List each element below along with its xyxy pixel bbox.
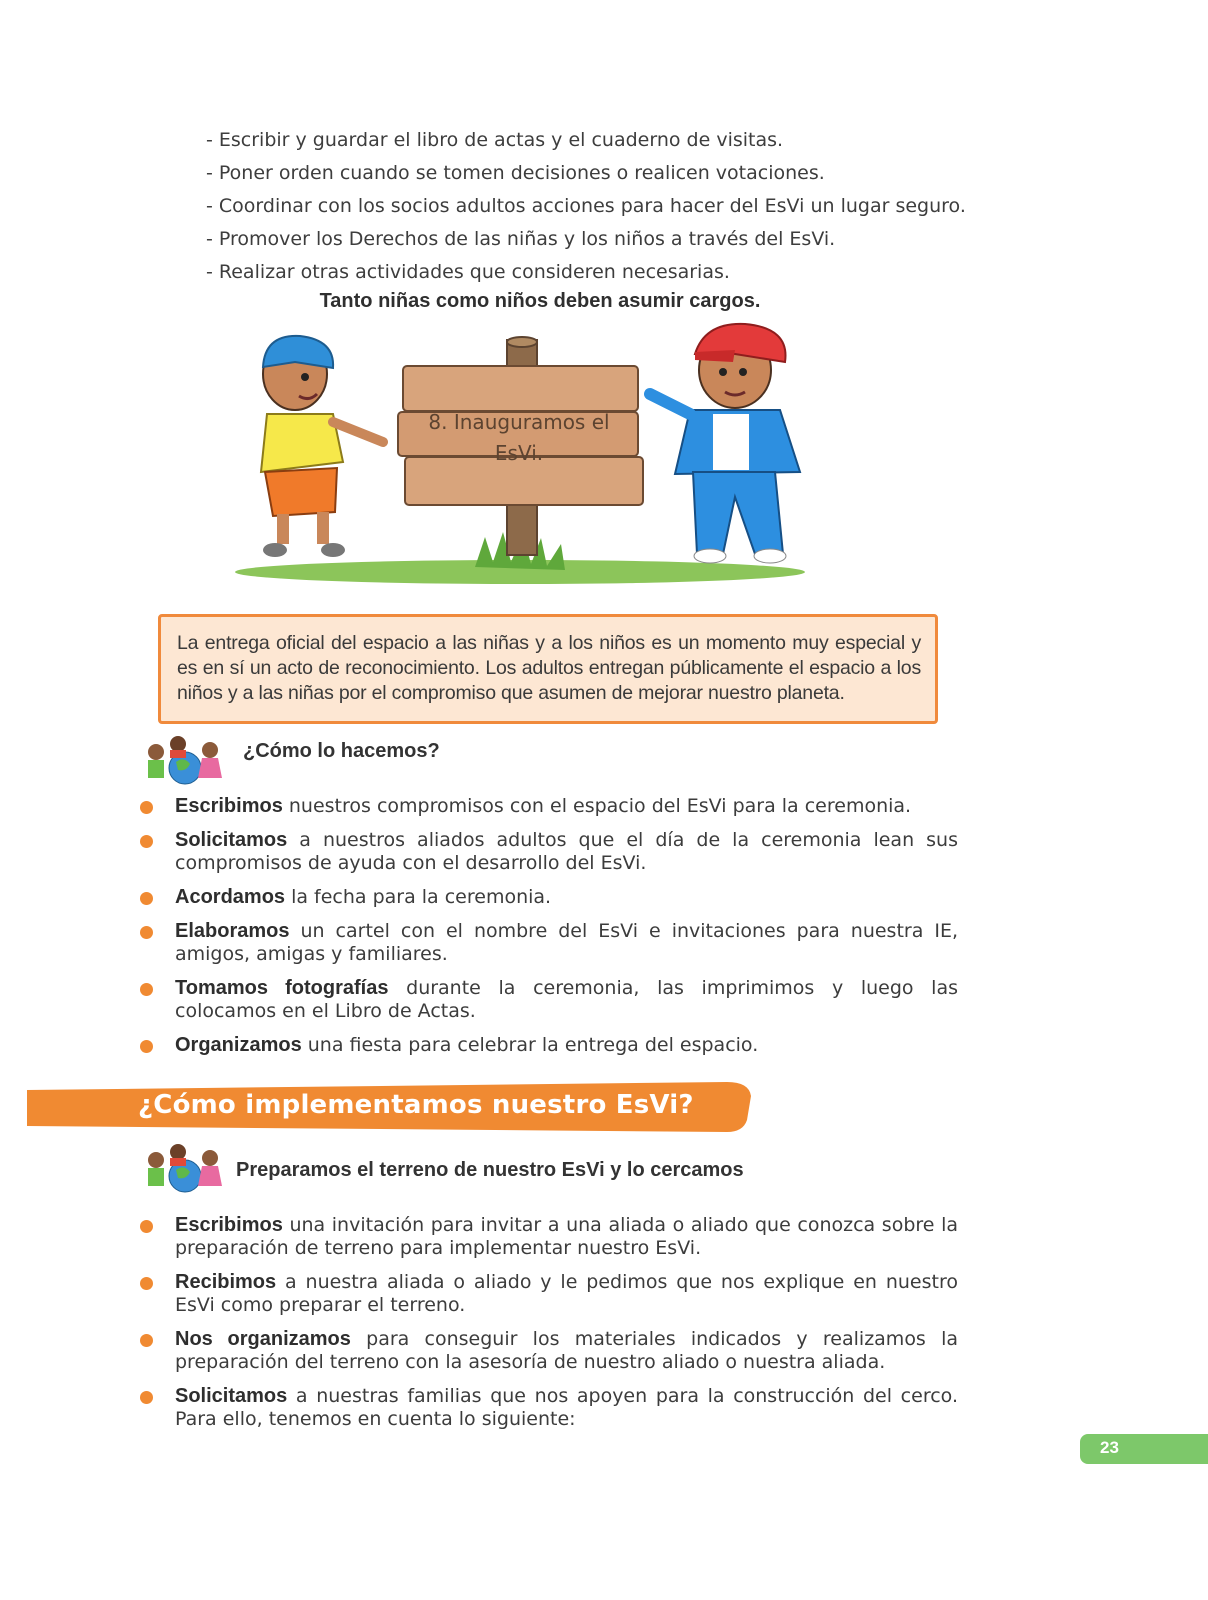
item-text: a nuestra aliada o aliado y le pedimos que nos explique en nuestro EsVi como preparar el terreno.: [175, 1271, 958, 1316]
item-text: una invitación para invitar a una aliada o aliado que conozca sobre la preparación de terreno para implementar nuestro EsVi.: [175, 1214, 958, 1259]
boy-blue-cap-figure: [261, 336, 383, 557]
sign-text: [415, 407, 623, 469]
bullet-dot: [140, 1277, 153, 1290]
bullet-dot: [140, 926, 153, 939]
item-bold: Elaboramos: [175, 920, 290, 942]
children-globe-icon: [138, 1142, 228, 1198]
list-item: [140, 1214, 958, 1260]
list-item: [140, 1271, 958, 1317]
item-text: durante la ceremonia, las imprimimos y luego las colocamos en el Libro de Actas.: [175, 977, 959, 1022]
bullet-dot: [140, 892, 153, 905]
bullet-dot: [140, 983, 153, 996]
item-bold: Nos organizamos: [175, 1328, 351, 1350]
item-text: a nuestros aliados adultos que el día de la ceremonia lean sus compromisos de ayuda con el desarrollo del EsVi.: [175, 829, 958, 874]
children-globe-icon: [138, 734, 228, 790]
item-bold: Organizamos: [175, 1034, 302, 1056]
list-item: [140, 920, 958, 966]
bullet-dot: [140, 1040, 153, 1053]
bullet-dot: [140, 1220, 153, 1233]
list-item: [140, 886, 958, 909]
how-heading: ¿Cómo lo hacemos?: [243, 740, 440, 762]
page-number: 23: [1100, 1438, 1119, 1457]
item-text: nuestros compromisos con el espacio del EsVi para la ceremonia.: [282, 795, 912, 817]
how-list: [140, 795, 958, 1068]
bullet-dot: [140, 801, 153, 814]
sign-line-1: 8. Inauguramos el: [428, 410, 610, 434]
item-bold: Tomamos fotografías: [175, 977, 389, 999]
list-item: - Coordinar con los socios adultos acciones para hacer del EsVi un lugar seguro.: [206, 195, 966, 217]
sign-line-2: EsVi.: [494, 441, 544, 465]
item-text: para conseguir los materiales indicados y realizamos la preparación del terreno con la asesoría de nuestro aliado o nuestra aliada.: [175, 1328, 958, 1373]
list-item: [140, 1385, 958, 1431]
bullet-dot: [140, 1334, 153, 1347]
list-item: [140, 829, 958, 875]
item-bold: Escribimos: [175, 1214, 283, 1236]
prepare-list: [140, 1214, 958, 1442]
bullet-dot: [140, 835, 153, 848]
section-title: ¿Cómo implementamos nuestro EsVi?: [138, 1090, 694, 1120]
item-bold: Escribimos: [175, 795, 283, 817]
list-item: [140, 977, 958, 1023]
list-item: [140, 795, 958, 818]
item-bold: Solicitamos: [175, 1385, 288, 1407]
list-item: - Poner orden cuando se tomen decisiones o realicen votaciones.: [206, 162, 825, 184]
prepare-heading: Preparamos el terreno de nuestro EsVi y lo cercamos: [236, 1159, 744, 1181]
bullet-dot: [140, 1391, 153, 1404]
list-item: - Escribir y guardar el libro de actas y el cuaderno de visitas.: [206, 129, 784, 151]
item-text: a nuestras familias que nos apoyen para la construcción del cerco. Para ello, tenemos en cuenta lo siguiente:: [175, 1385, 958, 1430]
item-bold: Solicitamos: [175, 829, 288, 851]
list-item: [140, 1328, 958, 1374]
illustration-caption: Tanto niñas como niños deben asumir cargos.: [319, 290, 761, 312]
item-text: una fiesta para celebrar la entrega del espacio.: [301, 1034, 759, 1056]
item-bold: Acordamos: [175, 886, 286, 908]
boy-red-cap-figure: [650, 324, 800, 563]
list-item: - Promover los Derechos de las niñas y los niños a través del EsVi.: [206, 228, 836, 250]
list-item: [140, 1034, 958, 1057]
item-bold: Recibimos: [175, 1271, 277, 1293]
list-item: - Realizar otras actividades que consideren necesarias.: [206, 261, 730, 283]
item-text: la fecha para la ceremonia.: [285, 886, 552, 908]
note-box: La entrega oficial del espacio a las niñas y a los niños es un momento muy especial y es en sí un acto de reconocimiento. Los adultos entregan públicamente el espacio a los niños y a las niñas por el compromiso que asumen de mejorar nuestro planeta.: [158, 614, 938, 724]
item-text: un cartel con el nombre del EsVi e invitaciones para nuestra IE, amigos, amigas y familiares.: [175, 920, 958, 965]
responsibilities-list: [206, 124, 966, 289]
